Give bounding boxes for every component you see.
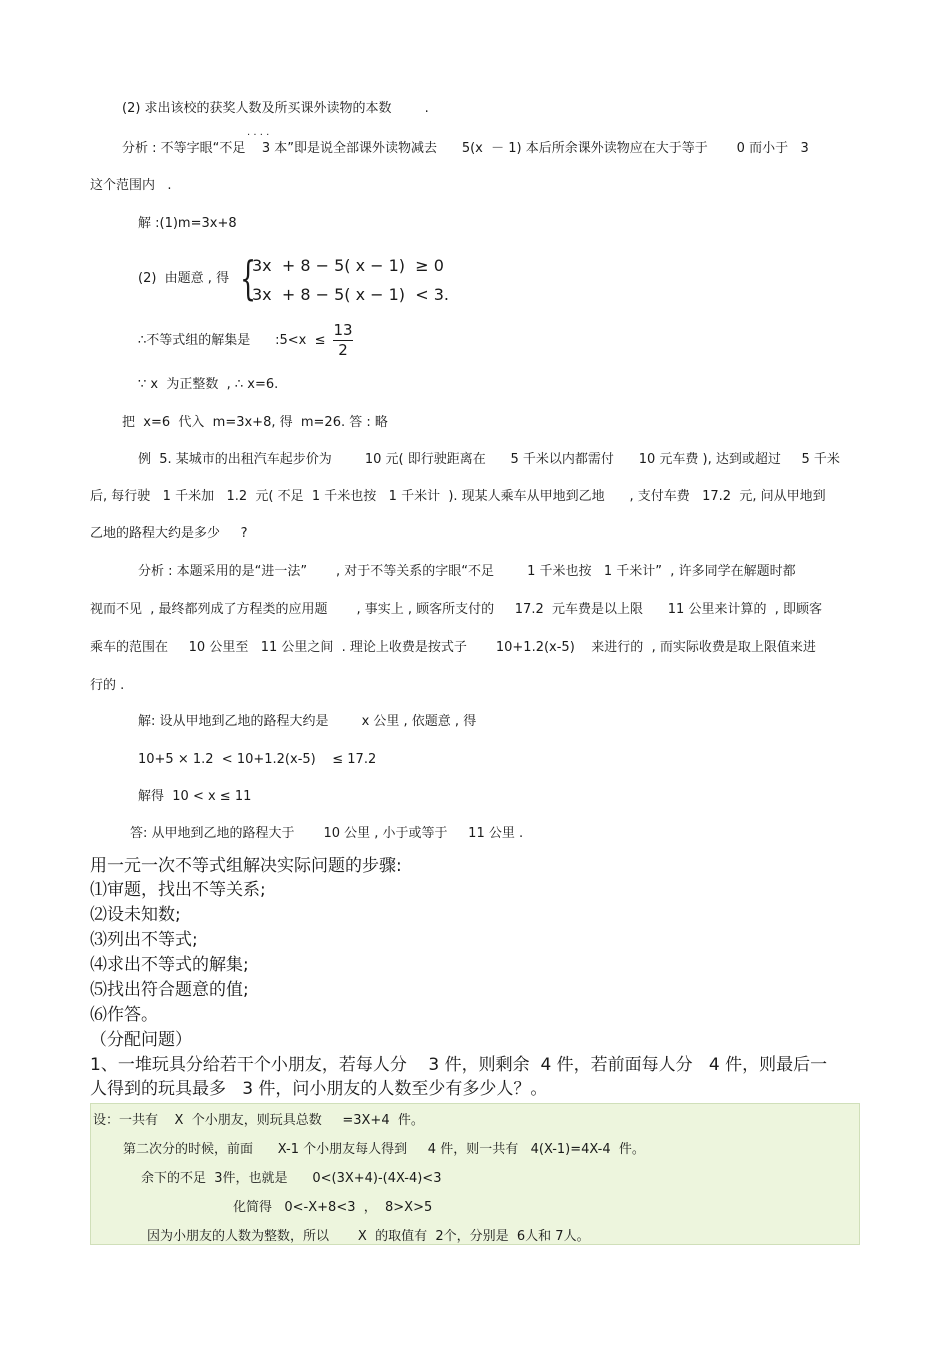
step-4: ⑷求出不等式的解集;: [90, 955, 249, 975]
answer-box-line-4: 化简得 0<-X+8<3 ， 8>X>5: [233, 1200, 433, 1215]
analysis-line-1: 分析 : 不等字眼“不足 3 本”即是说全部课外读物减去 5(x － 1) 本后所余课外读物应在大于等于 0 而小于 3: [122, 141, 809, 156]
emphasis-dots: · · · ·: [247, 130, 270, 141]
answer-box-line-3: 余下的不足 3件，也就是 0<(3X+4)-(4X-4)<3: [141, 1171, 442, 1186]
inequality-system: [240, 251, 449, 307]
brace-symbol: {: [240, 251, 257, 305]
analysis-line-2: 这个范围内 .: [90, 178, 172, 193]
solution-2-label: (2) 由题意 , 得: [138, 271, 230, 286]
answer-5: 答: 从甲地到乙地的路程大于 10 公里 , 小于或等于 11 公里 .: [130, 826, 524, 841]
integer-line: ∵ x 为正整数 , ∴ x=6.: [138, 377, 279, 392]
analysis-5-line-2: 视而不见 , 最终都列成了方程类的应用题 , 事实上 , 顾客所支付的 17.2 元车费是以上限 11 公里来计算的 , 即顾客: [90, 602, 822, 617]
inequality-1: 3x + 8 − 5( x − 1) ≥ 0: [252, 256, 444, 275]
fraction-13-over-2: [333, 322, 353, 359]
steps-title: 用一元一次不等式组解决实际问题的步骤:: [90, 856, 402, 876]
answer-box-line-1: 设：一共有 X 个小朋友，则玩具总数 =3X+4 件。: [93, 1113, 424, 1128]
analysis-5-line-4: 行的 .: [90, 678, 125, 693]
step-2: ⑵设未知数;: [90, 905, 181, 925]
problem-1-line-1: 1、一堆玩具分给若干个小朋友，若每人分 3 件，则剩余 4 件，若前面每人分 4 件，则最后一: [90, 1055, 828, 1075]
example-5-line-1: 例 5. 某城市的出租汽车起步价为 10 元( 即行驶距离在 5 千米以内都需付 10 元车费 ), 达到或超过 5 千米: [138, 452, 840, 467]
section-heading: （分配问题）: [90, 1030, 192, 1050]
problem-1-line-2: 人得到的玩具最多 3 件，问小朋友的人数至少有多少人？。: [90, 1079, 548, 1099]
solution-set-line: ∴不等式组的解集是 :5<x ≤: [138, 333, 326, 348]
solution-5-line-1: 解: 设从甲地到乙地的路程大约是 x 公里 , 依题意 , 得: [138, 714, 477, 729]
answer-box-line-5: 因为小朋友的人数为整数，所以 X 的取值有 2个，分别是 6人和 7人。: [147, 1229, 590, 1244]
step-1: ⑴审题，找出不等关系;: [90, 880, 266, 900]
analysis-5-line-1: 分析 : 本题采用的是“进一法” , 对于不等关系的字眼“不足 1 千米也按 1 千米计” , 许多同学在解题时都: [138, 564, 796, 579]
analysis-5-line-3: 乘车的范围在 10 公里至 11 公里之间 . 理论上收费是按式子 10+1.2(x-5) 来进行的 , 而实际收费是取上限值来进: [90, 640, 816, 655]
question-2: (2) 求出该校的获奖人数及所买课外读物的本数 .: [122, 101, 429, 116]
fraction-numerator: 13: [333, 321, 353, 339]
solution-1: 解 :(1)m=3x+8: [138, 216, 237, 231]
step-3: ⑶列出不等式;: [90, 930, 198, 950]
step-5: ⑸找出符合题意的值;: [90, 980, 249, 1000]
solution-5-result: 解得 10 < x ≤ 11: [138, 789, 252, 804]
fraction-denominator: 2: [338, 341, 348, 359]
answer-box: [90, 1103, 860, 1245]
answer-box-line-2: 第二次分的时候，前面 X-1 个小朋友每人得到 4 件，则一共有 4(X-1)=4X-4 件。: [123, 1142, 645, 1157]
example-5-line-3: 乙地的路程大约是多少 ?: [90, 526, 248, 541]
inequality-2: 3x + 8 − 5( x − 1) < 3.: [252, 285, 449, 304]
step-6: ⑹作答。: [90, 1005, 158, 1025]
example-5-line-2: 后, 每行驶 1 千米加 1.2 元( 不足 1 千米也按 1 千米计 ). 现某人乘车从甲地到乙地 , 支付车费 17.2 元, 问从甲地到: [90, 489, 826, 504]
substitute-line: 把 x=6 代入 m=3x+8, 得 m=26. 答 : 略: [122, 415, 388, 430]
solution-5-inequality: 10+5 × 1.2 < 10+1.2(x-5) ≤ 17.2: [138, 752, 377, 767]
